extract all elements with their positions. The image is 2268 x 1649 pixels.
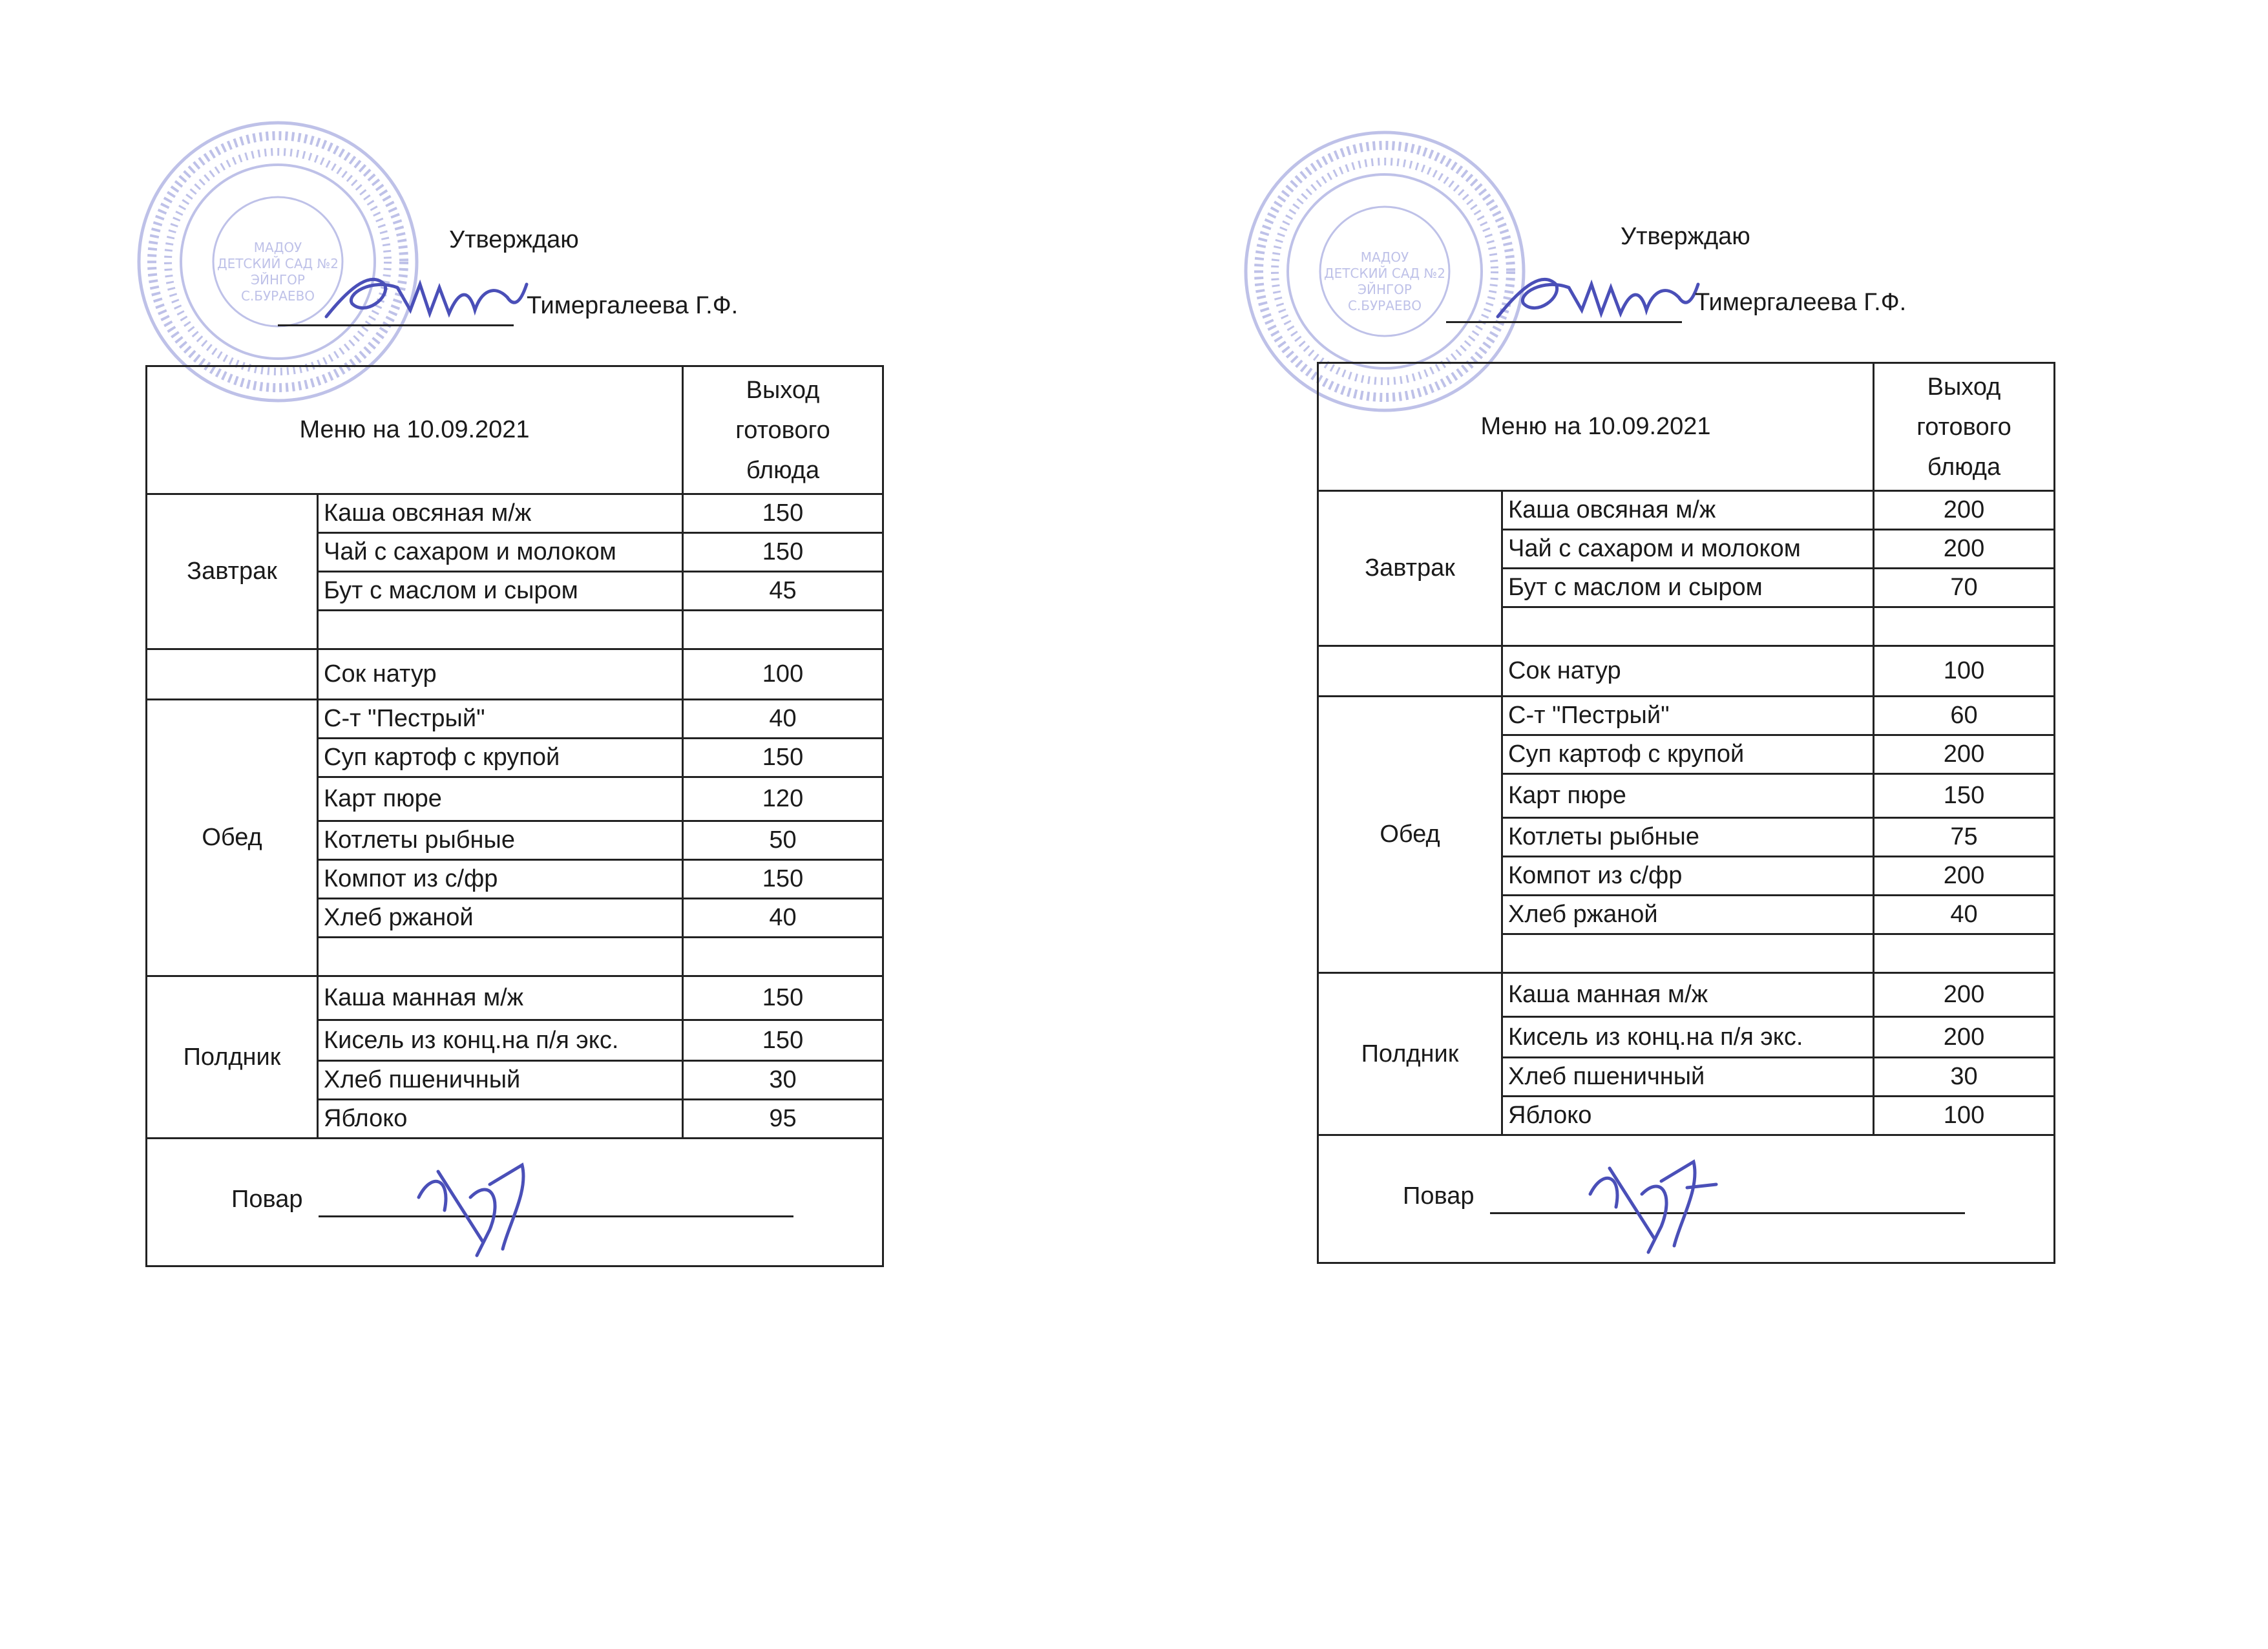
empty-cell bbox=[1502, 934, 1874, 973]
dish-qty: 45 bbox=[683, 572, 883, 611]
approve-label: Утверждаю bbox=[449, 226, 579, 253]
dish-qty: 100 bbox=[1874, 1097, 2055, 1135]
meal-label-breakfast: Завтрак bbox=[1318, 491, 1502, 646]
cook-label: Повар bbox=[1403, 1182, 1475, 1210]
dish-qty: 100 bbox=[1874, 646, 2055, 697]
dish-qty: 150 bbox=[683, 1020, 883, 1061]
dish-name: Карт пюре bbox=[318, 777, 683, 821]
dish-name: Котлеты рыбные bbox=[318, 821, 683, 860]
menu-sheet-left bbox=[145, 0, 895, 1292]
menu-table bbox=[1317, 362, 2055, 1264]
dish-name: Компот из с/фр bbox=[1502, 857, 1874, 896]
dish-name: Каша овсяная м/ж bbox=[1502, 491, 1874, 530]
meal-label-afternoon: Полдник bbox=[1318, 973, 1502, 1135]
dish-name: Яблоко bbox=[318, 1100, 683, 1139]
output-header: Выход готового блюда bbox=[683, 366, 883, 494]
approver-name: Тимергалеева Г.Ф. bbox=[1695, 289, 1907, 316]
meal-label-empty bbox=[1318, 646, 1502, 697]
dish-qty: 150 bbox=[683, 976, 883, 1020]
dish-qty: 70 bbox=[1874, 569, 2055, 607]
dish-qty: 30 bbox=[683, 1061, 883, 1100]
dish-qty: 95 bbox=[683, 1100, 883, 1139]
dish-qty: 150 bbox=[683, 860, 883, 899]
svg-text:С.БУРАЕВО: С.БУРАЕВО bbox=[240, 288, 315, 304]
dish-name: Каша манная м/ж bbox=[1502, 973, 1874, 1017]
dish-qty: 40 bbox=[683, 899, 883, 938]
dish-name: Каша овсяная м/ж bbox=[318, 494, 683, 533]
empty-cell bbox=[1502, 607, 1874, 646]
table-title: Меню на 10.09.2021 bbox=[147, 366, 683, 494]
dish-name: Хлеб пшеничный bbox=[318, 1061, 683, 1100]
svg-text:С.БУРАЕВО: С.БУРАЕВО bbox=[1347, 298, 1422, 313]
approver-signature bbox=[1485, 258, 1705, 342]
dish-name: Чай с сахаром и молоком bbox=[318, 533, 683, 572]
dish-qty: 40 bbox=[683, 700, 883, 739]
empty-cell bbox=[683, 611, 883, 649]
meal-label-breakfast: Завтрак bbox=[147, 494, 318, 649]
dish-name: Суп картоф с крупой bbox=[1502, 735, 1874, 774]
dish-qty: 200 bbox=[1874, 857, 2055, 896]
svg-text:МАДОУ: МАДОУ bbox=[1360, 249, 1409, 265]
cook-signature-cell bbox=[147, 1139, 883, 1266]
empty-cell bbox=[1874, 934, 2055, 973]
approver-signature bbox=[313, 258, 533, 342]
dish-name: С-т "Пестрый" bbox=[1502, 697, 1874, 735]
dish-qty: 200 bbox=[1874, 491, 2055, 530]
meal-label-lunch: Обед bbox=[147, 700, 318, 976]
dish-name: Суп картоф с крупой bbox=[318, 739, 683, 777]
dish-qty: 60 bbox=[1874, 697, 2055, 735]
dish-name: Хлеб ржаной bbox=[318, 899, 683, 938]
dish-qty: 200 bbox=[1874, 530, 2055, 569]
dish-name: Кисель из конц.на п/я экс. bbox=[1502, 1017, 1874, 1058]
dish-qty: 200 bbox=[1874, 735, 2055, 774]
dish-qty: 150 bbox=[683, 494, 883, 533]
dish-name: Каша манная м/ж bbox=[318, 976, 683, 1020]
svg-text:ДЕТСКИЙ САД №2: ДЕТСКИЙ САД №2 bbox=[1323, 266, 1446, 281]
table-title: Меню на 10.09.2021 bbox=[1318, 363, 1874, 491]
dish-name: Яблоко bbox=[1502, 1097, 1874, 1135]
empty-cell bbox=[1874, 607, 2055, 646]
cook-signature-line bbox=[1490, 1212, 1965, 1214]
menu-table bbox=[145, 365, 884, 1267]
dish-qty: 120 bbox=[683, 777, 883, 821]
dish-qty: 75 bbox=[1874, 818, 2055, 857]
empty-cell bbox=[318, 611, 683, 649]
approver-name: Тимергалеева Г.Ф. bbox=[527, 292, 739, 319]
empty-cell bbox=[683, 938, 883, 976]
approve-label: Утверждаю bbox=[1621, 223, 1750, 250]
dish-qty: 50 bbox=[683, 821, 883, 860]
dish-name: Бут с маслом и сыром bbox=[318, 572, 683, 611]
meal-label-empty bbox=[147, 649, 318, 700]
dish-qty: 30 bbox=[1874, 1058, 2055, 1097]
cook-signature-cell bbox=[1318, 1135, 2055, 1263]
menu-sheet-right bbox=[1317, 0, 2066, 1292]
dish-name: Сок натур bbox=[318, 649, 683, 700]
dish-name: С-т "Пестрый" bbox=[318, 700, 683, 739]
dish-name: Карт пюре bbox=[1502, 774, 1874, 818]
cook-signature-line bbox=[319, 1215, 793, 1217]
dish-qty: 40 bbox=[1874, 896, 2055, 934]
dish-name: Котлеты рыбные bbox=[1502, 818, 1874, 857]
dish-qty: 150 bbox=[1874, 774, 2055, 818]
dish-qty: 150 bbox=[683, 533, 883, 572]
svg-text:ЭЙНГОР: ЭЙНГОР bbox=[251, 272, 305, 288]
dish-name: Хлеб пшеничный bbox=[1502, 1058, 1874, 1097]
svg-text:МАДОУ: МАДОУ bbox=[253, 240, 302, 255]
svg-text:ЭЙНГОР: ЭЙНГОР bbox=[1358, 282, 1412, 297]
dish-name: Компот из с/фр bbox=[318, 860, 683, 899]
cook-label: Повар bbox=[231, 1186, 303, 1213]
dish-qty: 150 bbox=[683, 739, 883, 777]
cook-signature bbox=[1564, 1149, 1719, 1259]
output-header: Выход готового блюда bbox=[1874, 363, 2055, 491]
svg-text:ДЕТСКИЙ САД №2: ДЕТСКИЙ САД №2 bbox=[216, 256, 339, 271]
dish-qty: 200 bbox=[1874, 1017, 2055, 1058]
dish-name: Кисель из конц.на п/я экс. bbox=[318, 1020, 683, 1061]
dish-name: Бут с маслом и сыром bbox=[1502, 569, 1874, 607]
dish-qty: 200 bbox=[1874, 973, 2055, 1017]
meal-label-lunch: Обед bbox=[1318, 697, 1502, 973]
dish-name: Чай с сахаром и молоком bbox=[1502, 530, 1874, 569]
meal-label-afternoon: Полдник bbox=[147, 976, 318, 1139]
dish-qty: 100 bbox=[683, 649, 883, 700]
cook-signature bbox=[393, 1152, 548, 1262]
empty-cell bbox=[318, 938, 683, 976]
dish-name: Сок натур bbox=[1502, 646, 1874, 697]
dish-name: Хлеб ржаной bbox=[1502, 896, 1874, 934]
